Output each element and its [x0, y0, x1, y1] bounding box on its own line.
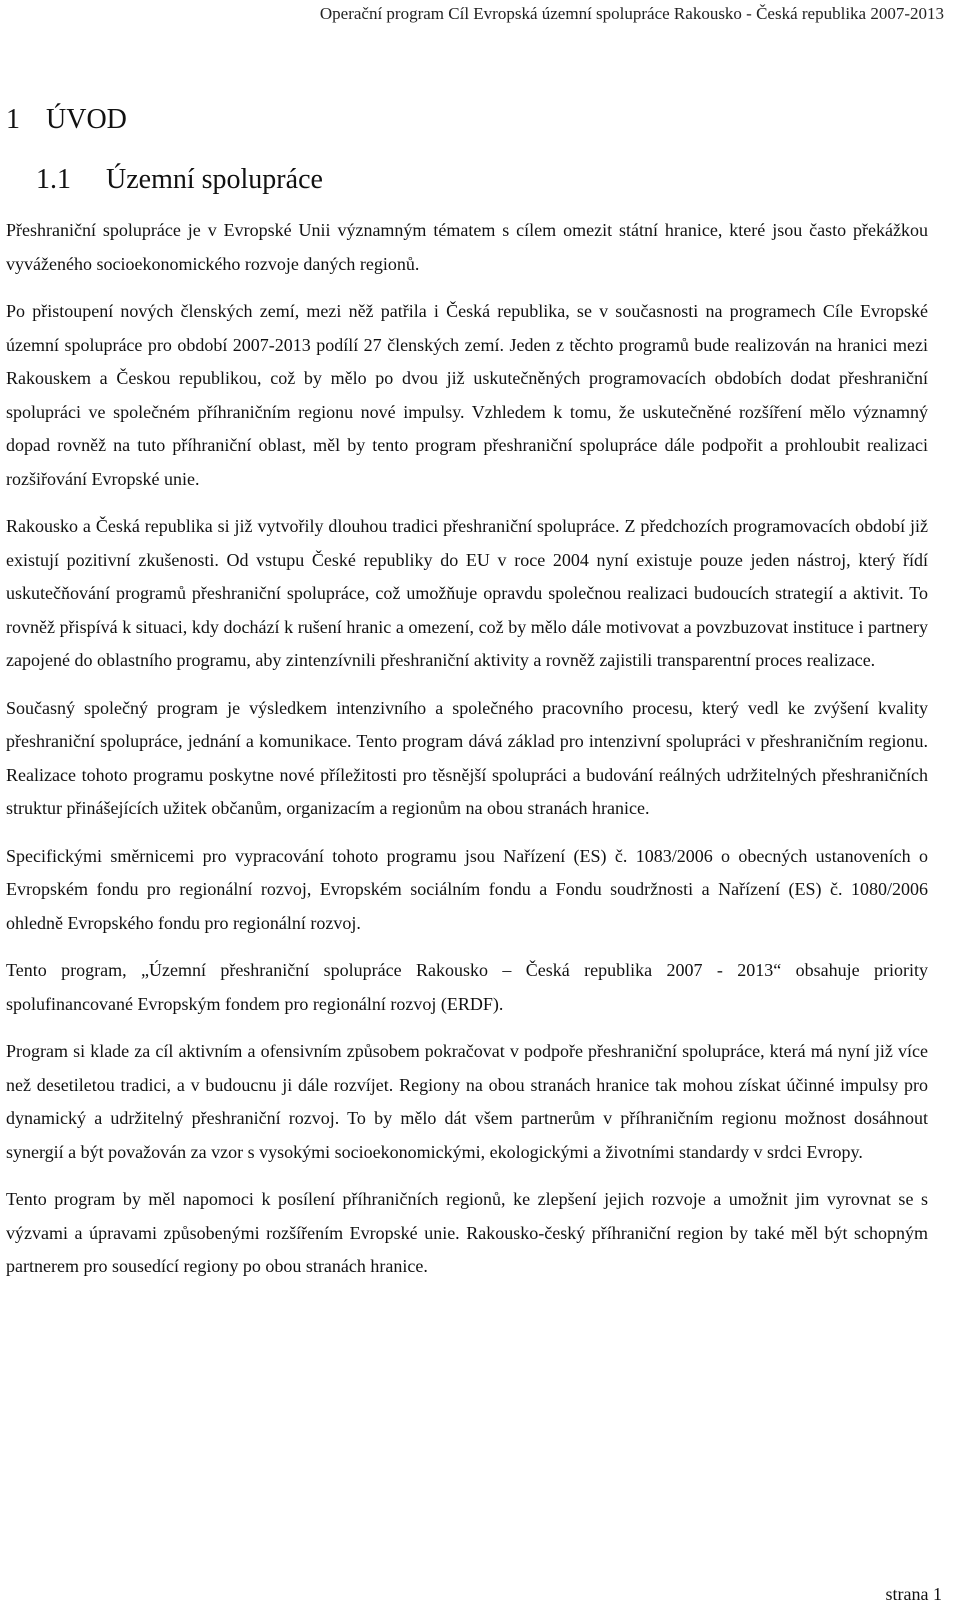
paragraph: Program si klade za cíl aktivním a ofensivním způsobem pokračovat v podpoře přeshraniční spolupráce, která má nyní již více než desetiletou tradici, a v budoucnu ji dále rozvíjet. Regiony na obou stranách hranice tak mohou získat účinné impulsy pro dynamický a udržitelný přeshraniční rozvoj. To by mělo dát všem partnerům v příhraničním regionu možnost dosáhnout synergií a být považován za vzor s vysokými socioekonomickými, ekologickými a životními standardy v srdci Evropy. — [6, 1041, 928, 1162]
chapter-number: 1 — [6, 104, 20, 135]
section-number: 1.1 — [36, 164, 71, 195]
paragraph: Současný společný program je výsledkem intenzivního a společného pracovního procesu, který vedl ke zvýšení kvality přeshraniční spolupráce, jednání a komunikace. Tento program dává základ pro intenzivní spolupráci v přeshraničním regionu. Realizace tohoto programu poskytne nové příležitosti pro těsnější spolupráci a budování reálných udržitelných přeshraničních struktur přinášejících užitek občanům, organizacím a regionům na obou stranách hranice. — [6, 697, 928, 818]
section-heading — [36, 164, 323, 196]
section-title: Územní spolupráce — [106, 164, 323, 195]
paragraph: Po přistoupení nových členských zemí, mezi něž patřila i Česká republika, se v současnosti na programech Cíle Evropské územní spolupráce pro období 2007-2013 podílí 27 členských zemí. Jeden z těchto programů bude realizován na hranici mezi Rakouskem a Českou republikou, což by mělo po dvou již uskutečněných programovacích obdobích dodat přeshraniční spolupráci ve společném příhraničním regionu nové impulsy. Vzhledem k tomu, že uskutečněné rozšíření mělo významný dopad rovněž na tuto příhraniční oblast, měl by tento program přeshraniční spolupráce dále podpořit a prohloubit realizaci rozšiřování Evropské unie. — [6, 301, 928, 489]
paragraph: Přeshraniční spolupráce je v Evropské Unii významným tématem s cílem omezit státní hranice, které jsou často překážkou vyváženého socioekonomického rozvoje daných regionů. — [6, 220, 928, 274]
chapter-heading — [6, 104, 127, 136]
running-header: Operační program Cíl Evropská územní spolupráce Rakousko - Česká republika 2007-2013 — [319, 4, 944, 23]
paragraph: Tento program by měl napomoci k posílení příhraničních regionů, ke zlepšení jejich rozvoje a umožnit jim vyrovnat se s výzvami a úpravami způsobenými rozšířením Evropské unie. Rakousko-český příhraniční region by také měl být schopným partnerem pro sousedící regiony po obou stranách hranice. — [6, 1189, 928, 1276]
paragraph: Rakousko a Česká republika si již vytvořily dlouhou tradici přeshraniční spolupráce. Z předchozích programovacích období již existují pozitivní zkušenosti. Od vstupu České republiky do EU v roce 2004 nyní existuje pouze jeden nástroj, který řídí uskutečňování programů přeshraniční spolupráce, což umožňuje opravdu společnou realizaci budoucích strategií a aktivit. To rovněž přispívá k situaci, kdy dochází k rušení hranic a omezení, což by mělo dále motivovat a povzbuzovat instituce i partnery zapojené do oblastního programu, aby zintenzívnili přeshraniční aktivity a rovněž zajistili transparentní proces realizace. — [6, 516, 928, 670]
body-text — [6, 214, 928, 1298]
chapter-title: ÚVOD — [46, 104, 127, 135]
paragraph: Specifickými směrnicemi pro vypracování tohoto programu jsou Nařízení (ES) č. 1083/2006 o obecných ustanoveních o Evropském fondu pro regionální rozvoj, Evropském sociálním fondu a Fondu soudržnosti a Nařízení (ES) č. 1080/2006 ohledně Evropského fondu pro regionální rozvoj. — [6, 845, 928, 933]
paragraph: Tento program, „Územní přeshraniční spolupráce Rakousko – Česká republika 2007 - 2013“ obsahuje priority spolufinancované Evropským fondem pro regionální rozvoj (ERDF). — [6, 960, 928, 1014]
page-number: strana 1 — [885, 1584, 942, 1604]
